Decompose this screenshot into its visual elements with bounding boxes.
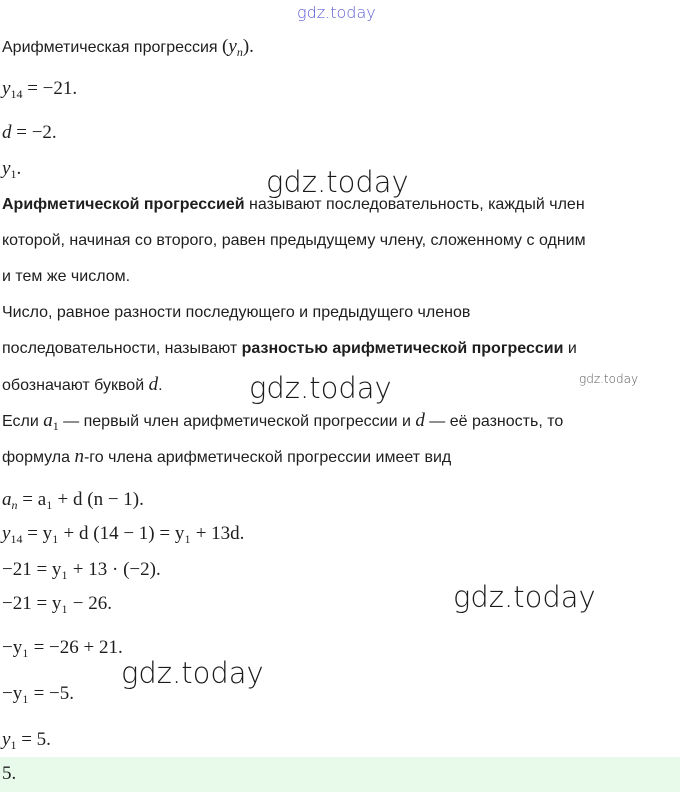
equation-4: −21 = y₁ − 26. (2, 593, 113, 614)
p3-line1-c: — её разность, то (424, 413, 564, 430)
theory-p3-line2 (2, 446, 451, 468)
theory-p2-line2 (2, 340, 577, 358)
p3-line1-b: — первый член арифметической прогрессии и (58, 413, 416, 430)
p2-line2-b: и (563, 340, 577, 357)
p3-line2-a: формула (2, 449, 75, 466)
equation-2-rhs: = y₁ + d (14 − 1) = y₁ + 13d. (27, 523, 245, 544)
equation-1: $a_n = a_1 + d$ (n − 1). (2, 489, 144, 512)
watermark-mid-2: gdz.today (249, 371, 392, 405)
given-line-1 (2, 78, 77, 102)
given-1-sub: 14 (10, 87, 23, 101)
term-difference: разностью арифметической прогрессии (241, 340, 564, 357)
answer-box (0, 757, 680, 792)
given-1-rhs: = −21. (22, 78, 78, 99)
watermark-small: gdz.today (579, 372, 639, 386)
p3-sub-1: 1 (52, 419, 59, 433)
given-line-2 (2, 122, 57, 144)
watermark-mid-1: gdz.today (266, 165, 409, 199)
p2-line2-a: последовательности, называют (2, 340, 242, 357)
theory-p1-line1 (2, 196, 585, 214)
theory-p2-line1: Число, равное разности последующего и предыдущего членов (2, 304, 471, 321)
watermark-right: gdz.today (453, 580, 596, 614)
equation-2: $y_{14} = y_1 + d$ (14 − 1) = y₁ + 13d. (2, 523, 245, 546)
equation-1-rhs: = a₁ + d (n − 1). (22, 489, 144, 510)
given-line-3 (2, 158, 21, 182)
theory-p1-line2: которой, начиная со второго, равен предыдущему члену, сложенному с одним (2, 232, 586, 249)
term-arithmetic-progression: Арифметической прогрессией (2, 196, 245, 213)
given-3-rhs: . (16, 158, 22, 179)
problem-heading: Арифметическая прогрессия $(y_n)$. (2, 36, 254, 59)
p2-line3-a: обозначают буквой (2, 377, 149, 394)
given-2-var: d (2, 122, 12, 143)
given-2-rhs: = −2. (11, 122, 57, 143)
answer-text: 5. (2, 763, 17, 784)
equation-7: $y_1 = 5$. (2, 729, 51, 752)
equation-3: −21 = y₁ + 13 · (−2). (2, 559, 161, 580)
equation-7-rhs: = 5. (21, 729, 51, 750)
p2-line3-b: . (158, 377, 163, 394)
theory-p3-line1 (2, 410, 563, 434)
given-1-var: y (2, 78, 11, 99)
given-3-var: y (2, 158, 11, 179)
heading-var: y (228, 36, 237, 57)
theory-p2-line3 (2, 374, 163, 396)
p1-rest: называют последовательность, каждый член (244, 196, 585, 213)
p3-line1-a: Если (2, 413, 44, 430)
p2-line3-var: d (148, 374, 159, 395)
heading-text: Арифметическая прогрессия (2, 39, 218, 56)
p3-line2-b: -го члена арифметической прогрессии имеет вид (83, 449, 452, 466)
p3-var-d: d (415, 410, 425, 431)
given-3-sub: 1 (10, 167, 17, 181)
p3-var-a: a (43, 410, 53, 431)
heading-sub: n (236, 45, 243, 59)
p3-var-n: n (74, 446, 84, 467)
theory-p1-line3: и тем же числом. (2, 268, 131, 285)
watermark-lower: gdz.today (121, 656, 264, 690)
equation-5: −y₁ = −26 + 21. (2, 637, 123, 658)
equation-6: −y₁ = −5. (2, 683, 75, 704)
watermark-top: gdz.today (297, 3, 376, 22)
